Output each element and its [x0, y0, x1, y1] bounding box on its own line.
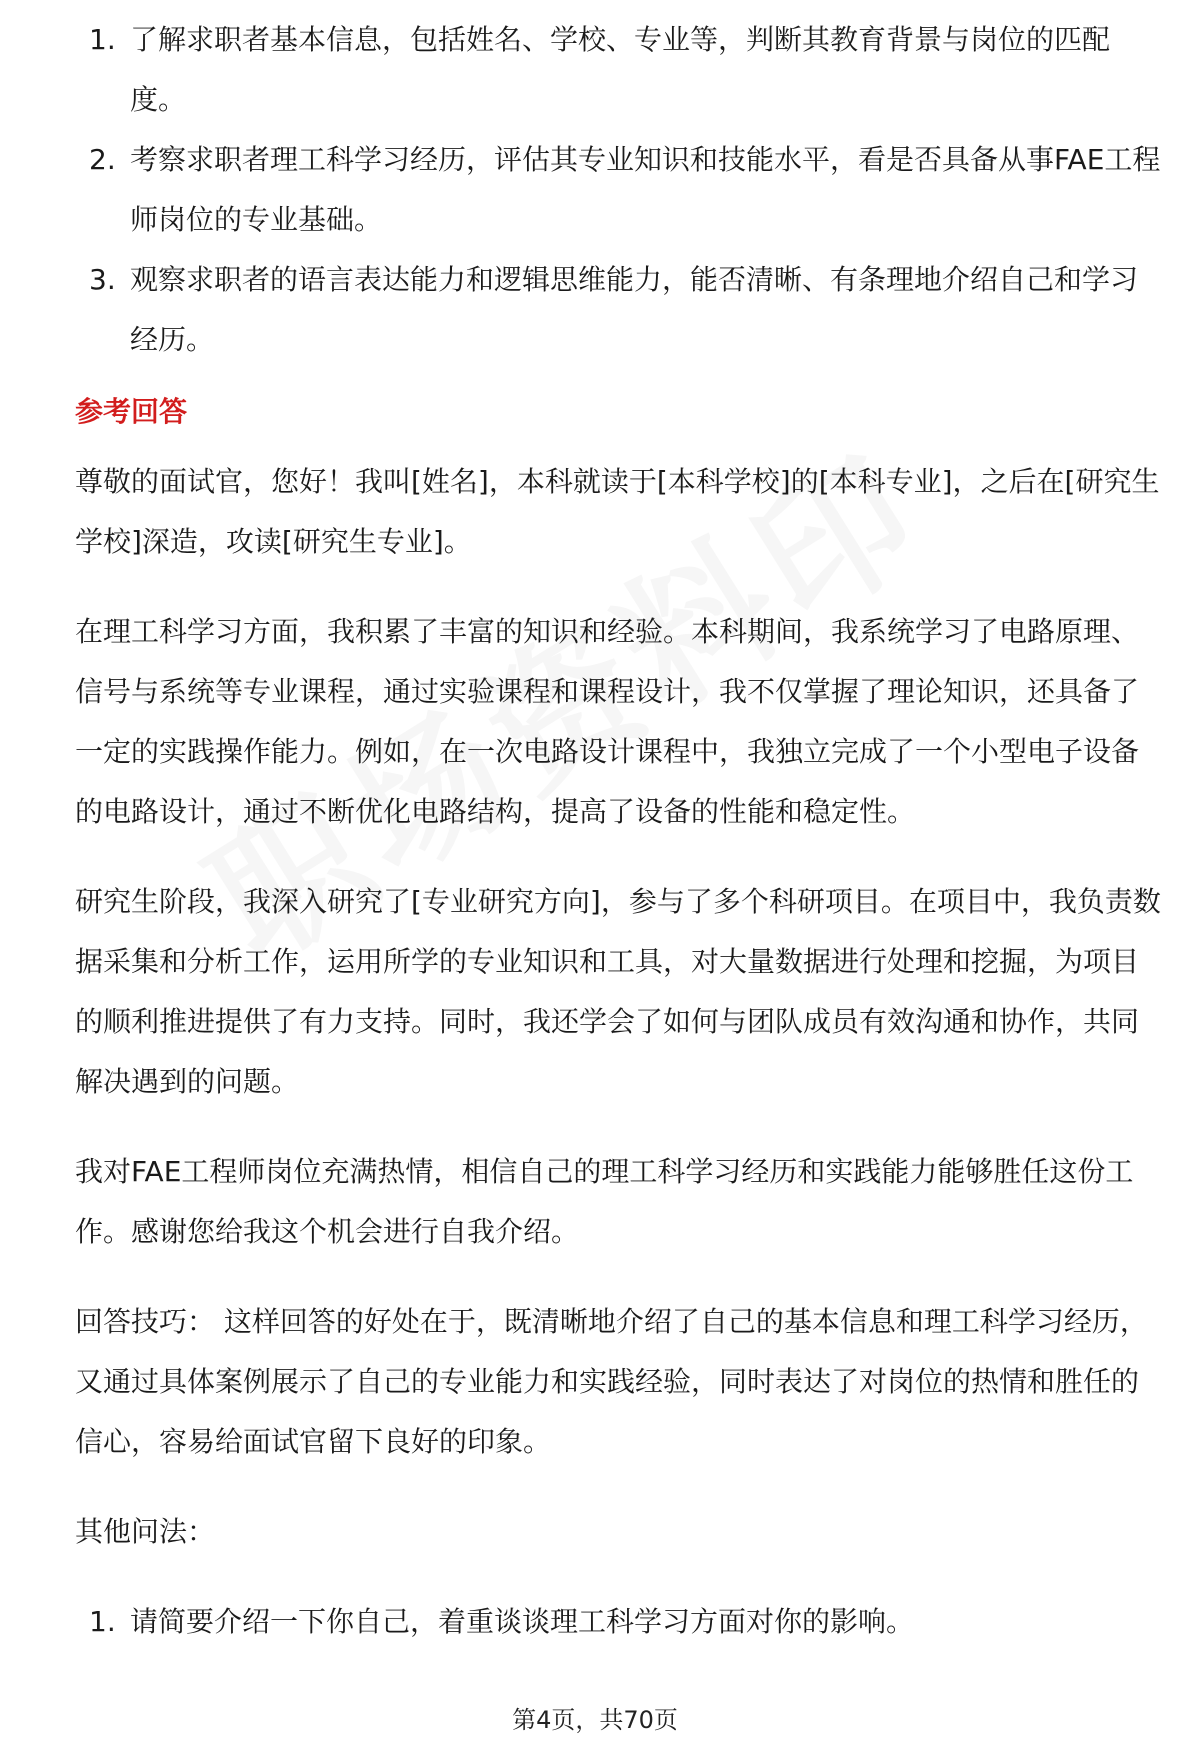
answer-paragraph: 在理工科学习方面，我积累了丰富的知识和经验。本科期间，我系统学习了电路原理、信号与系统等专业课程，通过实验课程和课程设计，我不仅掌握了理论知识，还具备了一定的实践操作能力。例如，在一次电路设计课程中，我独立完成了一个小型电子设备的电路设计，通过不断优化电路结构，提高了设备的性能和稳定性。 [75, 615, 1140, 828]
list-item-text: 考察求职者理工科学习经历，评估其专业知识和技能水平，看是否具备从事FAE工程师岗位的专业基础。 [130, 143, 1161, 236]
other-questions-label: 其他问法： [75, 1515, 216, 1548]
answer-tips-paragraph: 回答技巧： 这样回答的好处在于，既清晰地介绍了自己的基本信息和理工科学习经历，又通过具体案例展示了自己的专业能力和实践经验，同时表达了对岗位的热情和胜任的信心，容易给面试官留下良好的印象。 [75, 1305, 1148, 1458]
list-item-text: 请简要介绍一下你自己，着重谈谈理工科学习方面对你的影响。 [130, 1605, 915, 1638]
list-item [75, 250, 1165, 370]
criteria-list [75, 10, 1165, 370]
page-number-footer: 第4页，共70页 [512, 1706, 678, 1734]
other-questions-list [75, 1592, 1165, 1652]
list-item-number: 3. [89, 263, 116, 296]
list-item [75, 1592, 1165, 1652]
list-item-text: 观察求职者的语言表达能力和逻辑思维能力，能否清晰、有条理地介绍自己和学习经历。 [130, 263, 1139, 356]
answer-paragraph: 研究生阶段，我深入研究了[专业研究方向]，参与了多个科研项目。在项目中，我负责数据采集和分析工作，运用所学的专业知识和工具，对大量数据进行处理和挖掘，为项目的顺利推进提供了有力支持。同时，我还学会了如何与团队成员有效沟通和协作，共同解决遇到的问题。 [75, 885, 1161, 1098]
page-content [75, 23, 1165, 1652]
list-item-number: 2. [89, 143, 116, 176]
answer-section-title: 参考回答 [75, 395, 188, 428]
list-item-number: 1. [89, 23, 116, 56]
list-item-text: 了解求职者基本信息，包括姓名、学校、专业等，判断其教育背景与岗位的匹配度。 [130, 23, 1111, 116]
list-item [75, 10, 1165, 130]
list-item-number: 1. [89, 1605, 116, 1638]
answer-paragraph: 我对FAE工程师岗位充满热情，相信自己的理工科学习经历和实践能力能够胜任这份工作。感谢您给我这个机会进行自我介绍。 [75, 1155, 1134, 1248]
answer-paragraph: 尊敬的面试官，您好！我叫[姓名]，本科就读于[本科学校]的[本科专业]，之后在[研究生学校]深造，攻读[研究生专业]。 [75, 465, 1160, 558]
list-item [75, 130, 1165, 250]
